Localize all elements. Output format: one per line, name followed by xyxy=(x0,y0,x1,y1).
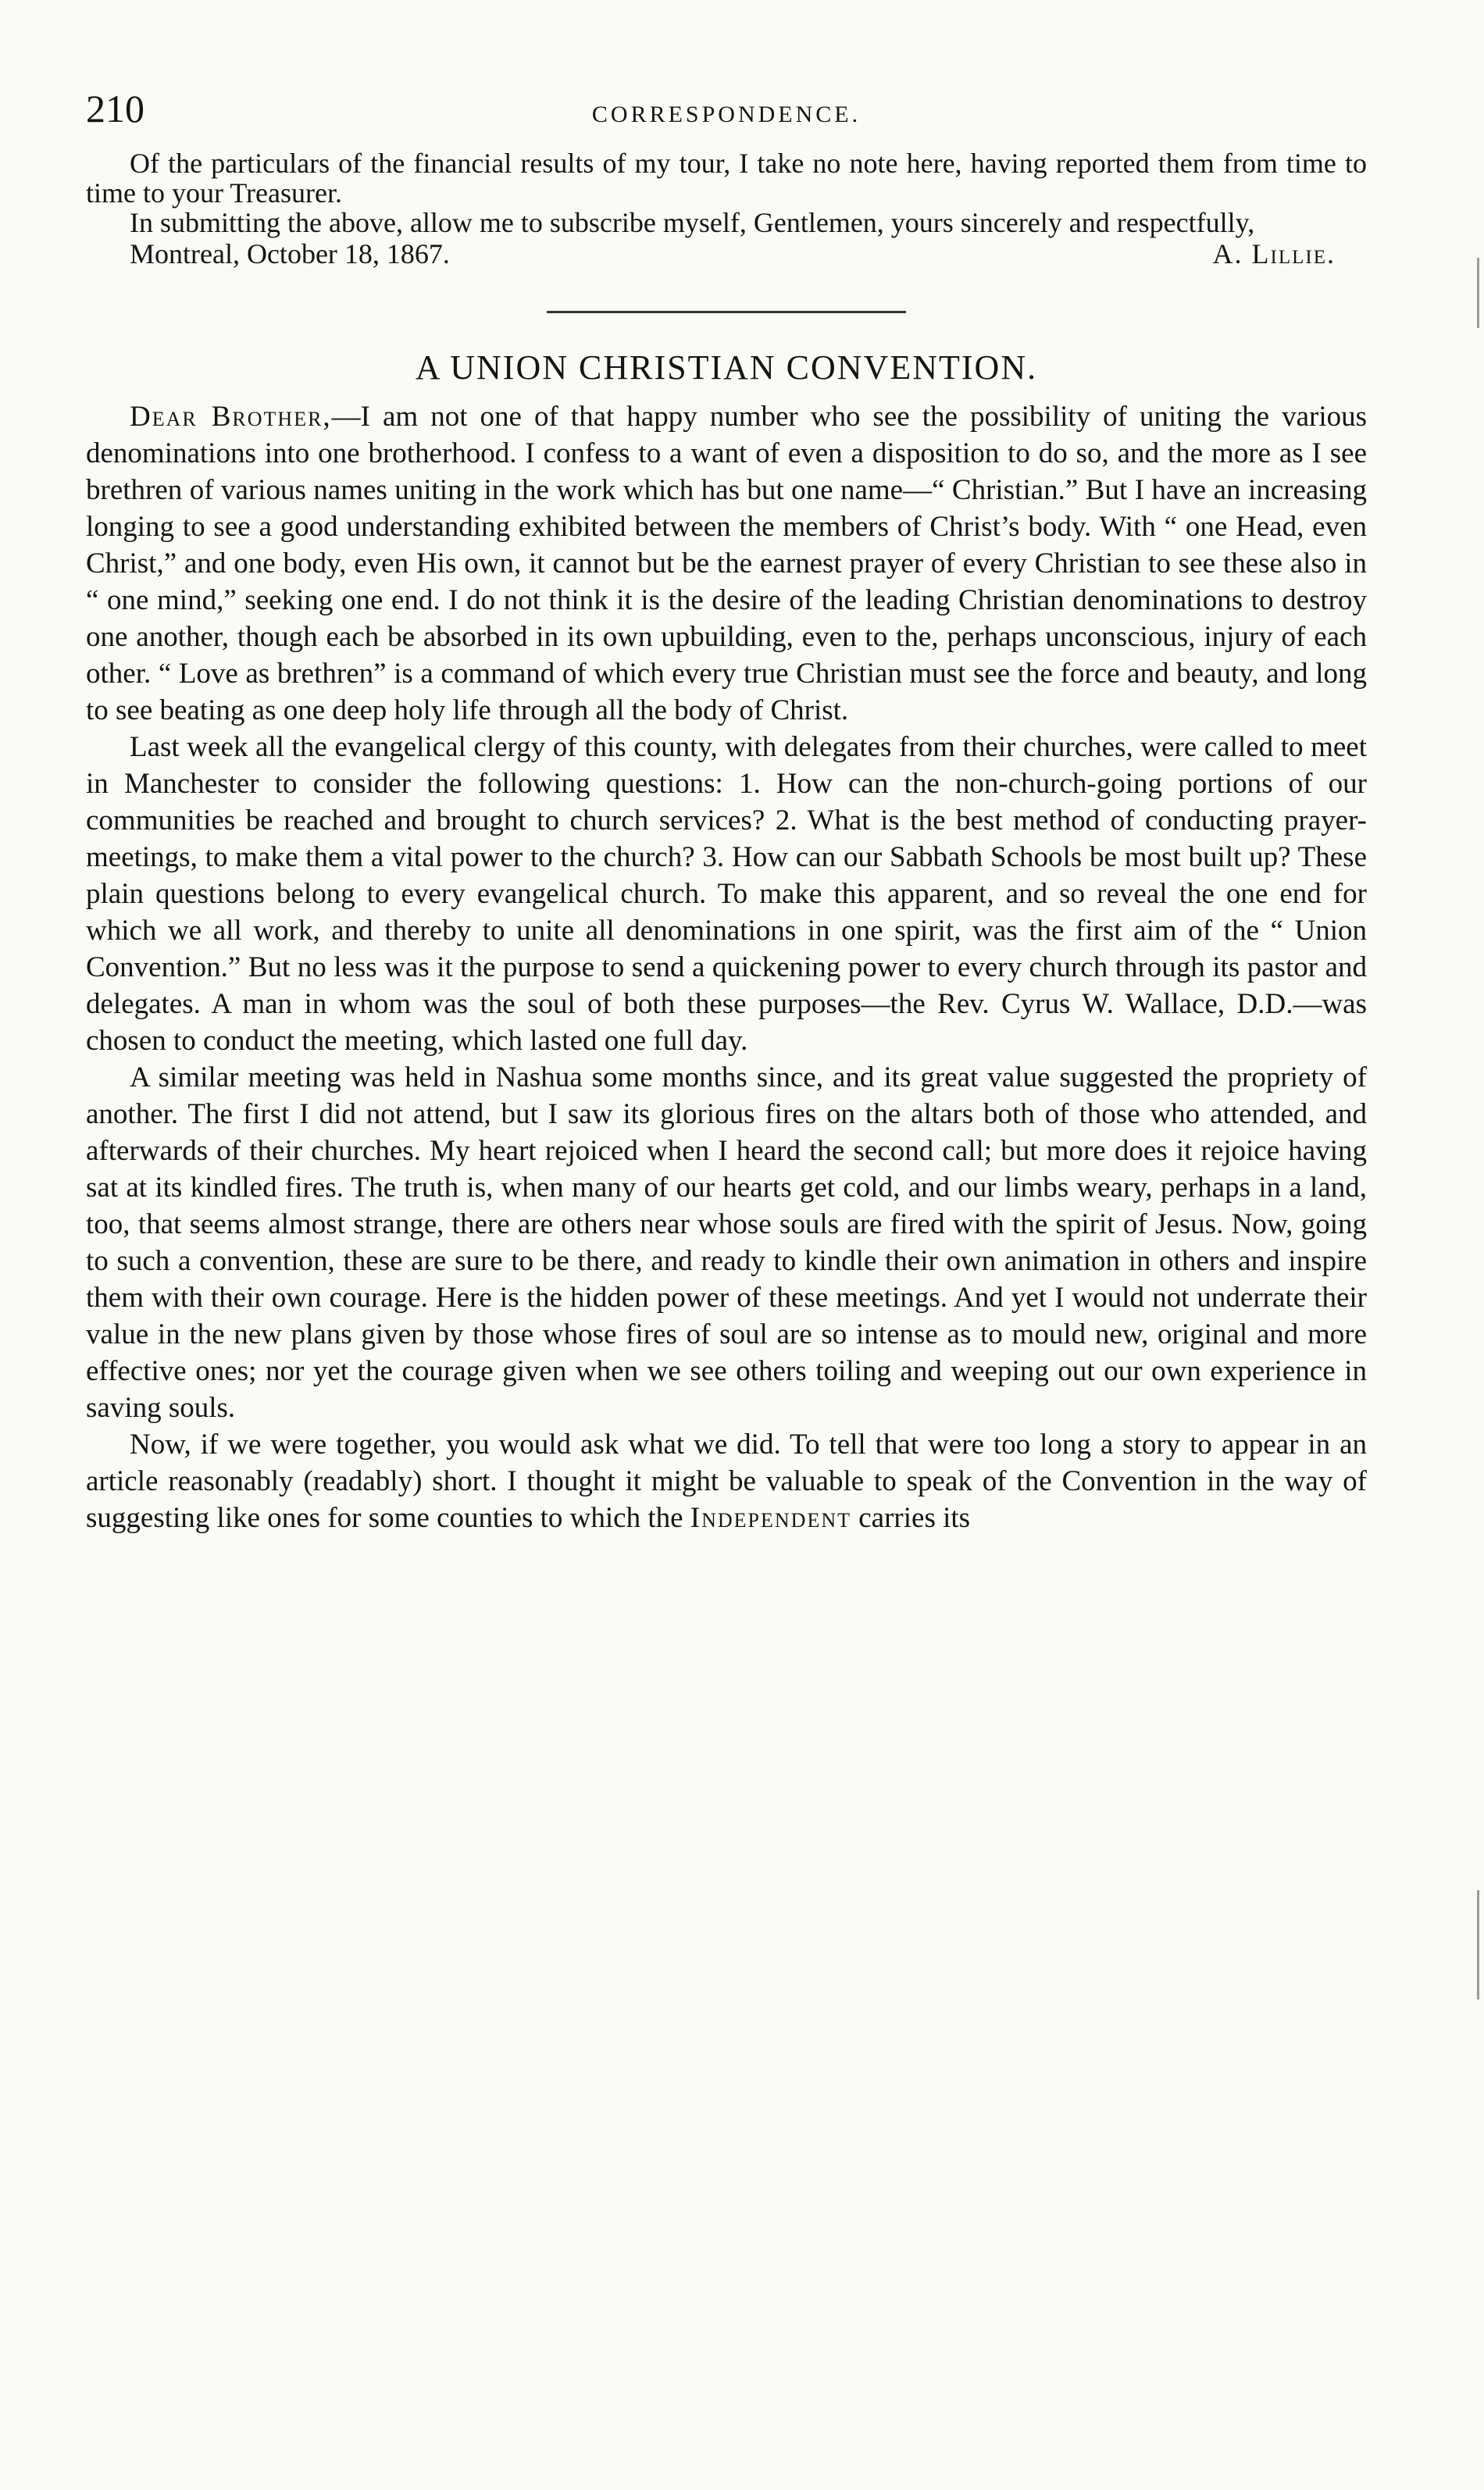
section-divider xyxy=(547,311,906,313)
page-header xyxy=(86,86,1367,148)
page-number: 210 xyxy=(86,87,144,130)
scan-edge-mark xyxy=(1477,1890,1479,1999)
closing-paragraph-1: Of the particulars of the financial results of my tour, I take no note here, having reported them from time to time to your Treasurer. xyxy=(86,148,1367,209)
article-title: A UNION CHRISTIAN CONVENTION. xyxy=(415,348,1038,387)
scan-edge-mark xyxy=(1477,258,1479,328)
running-head: CORRESPONDENCE. xyxy=(591,102,862,127)
letter-closing xyxy=(86,148,1367,269)
salutation: Dear Brother, xyxy=(130,401,332,433)
place-date: Montreal, October 18, 1867. xyxy=(130,238,450,269)
article-body xyxy=(86,398,1367,1536)
article-paragraph-1: Dear Brother,—I am not one of that happy number who see the possibility of uniting the various denominations into one brotherhood. I confess to a want of even a disposition to do so, and the more as I see brethren of various names uniting in the work which has but one name—“ Christian.” But I have an increasing longing to see a good understanding exhibited between the members of Christ’s body. With “ one Head, even Christ,” and one body, even His own, it cannot but be the earnest prayer of every Christian to see these also in “ one mind,” seeking one end. I do not think it is the desire of the leading Christian denominations to destroy one another, though each be absorbed in its own upbuilding, even to the, perhaps unconscious, injury of each other. “ Love as brethren” is a command of which every true Christian must see the force and beauty, and long to see beating as one deep holy life through all the body of Christ. xyxy=(86,401,1367,726)
article-paragraph-3: A similar meeting was held in Nashua some months since, and its great value suggested the propriety of another. The first I did not attend, but I saw its glorious fires on the altars both of those who attended, and afterwards of their churches. My heart rejoiced when I heard the second call; but more does it rejoice having sat at its kindled fires. The truth is, when many of our hearts get cold, and our limbs weary, perhaps in a land, too, that seems almost strange, there are others near whose souls are fired with the spirit of Jesus. Now, going to such a convention, these are sure to be there, and ready to kindle their own animation in others and inspire them with their own courage. Here is the hidden power of these meetings. And yet I would not underrate their value in the new plans given by those whose fires of soul are so intense as to mould new, original and more effective ones; nor yet the courage given when we see others toiling and weeping out our own experience in saving souls. xyxy=(86,1061,1367,1424)
article-paragraph-2: Last week all the evangelical clergy of this county, with delegates from their churches, were called to meet in Manchester to consider the following questions: 1. How can the non-church-going portions of our communities be reached and brought to church services? 2. What is the best method of conducting prayer-meetings, to make them a vital power to the church? 3. How can our Sabbath Schools be most built up? These plain questions belong to every evangelical church. To make this apparent, and so reveal the one end for which we all work, and thereby to unite all denominations in one spirit, was the first aim of the “ Union Convention.” But no less was it the purpose to send a quickening power to every church through its pastor and delegates. A man in whom was the soul of both these purposes—the Rev. Cyrus W. Wallace, D.D.—was chosen to conduct the meeting, which lasted one full day. xyxy=(86,731,1367,1057)
article-paragraph-4: Now, if we were together, you would ask what we did. To tell that were too long a story to appear in an article reasonably (readably) short. I thought it might be valuable to speak of the Convention in the way of suggesting like ones for some counties to which the Independent carries its xyxy=(86,1429,1367,1534)
signature: A. Lillie. xyxy=(1212,238,1336,269)
signoff-line xyxy=(86,239,1367,269)
closing-paragraph-2: In submitting the above, allow me to subscribe myself, Gentlemen, yours sincerely and respectfully, xyxy=(130,207,1255,238)
publication-name: Independent xyxy=(690,1502,851,1534)
